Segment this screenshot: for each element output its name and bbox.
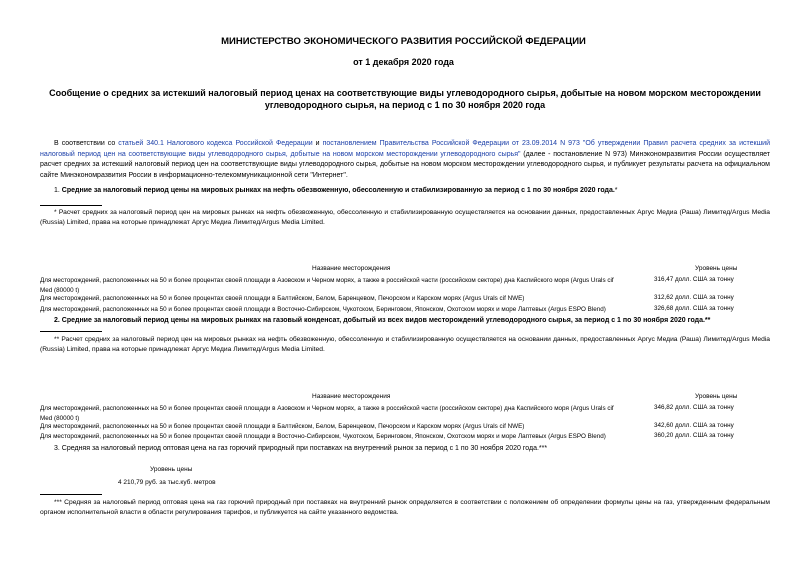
section3-heading: 3. Средняя за налоговый период оптовая цена на газ горючий природный при поставках на внутренний рынок за период с 1 по 30 ноября 2020 года.*** xyxy=(54,445,548,452)
section2-col-price-header: Уровень цены xyxy=(695,393,738,400)
footnote-divider-3 xyxy=(40,494,102,495)
table-row-name: Для месторождений, расположенных на 50 и более процентах своей площади в Балтийском, Белом, Баренцевом, Печорском и Карском морях (Argus Urals cif NWE) xyxy=(40,295,525,302)
section1-title: Средние за налоговый период цены на мировых рынках на нефть обезвоженную, обессоленную и стабилизированную за период с 1 по 30 ноября 2020 года. xyxy=(61,187,615,194)
table-row-price: 360,20 долл. США за тонну xyxy=(654,432,734,439)
intro-paragraph xyxy=(40,139,770,181)
section3-footnote: *** Средняя за налоговый период оптовая цена на газ горючий природный при поставках на внутренний рынок определяется в соответствии с положением об определении формулы цены на газ, утвержденным федеральным органом исполнительной власти в области регулирования тарифов, и публикуется на сайте указанного ведомства. xyxy=(40,499,770,516)
intro-and: и xyxy=(312,140,323,147)
section2-col-name-header: Название месторождения xyxy=(312,393,391,400)
section1-number: 1. xyxy=(54,187,62,194)
table-row-name: Для месторождений, расположенных на 50 и более процентах своей площади в Азовском и Черном морях, а также в российской части (российском секторе) дна Каспийского моря (Argus Urals cif Med (80000 t) xyxy=(40,277,614,294)
table-row-price: 312,62 долл. США за тонну xyxy=(654,294,734,301)
section1-col-name-header: Название месторождения xyxy=(312,265,391,272)
tax-code-link[interactable]: статьей 340.1 Налогового кодекса Российской Федерации xyxy=(118,140,313,147)
table-row-name: Для месторождений, расположенных на 50 и более процентах своей площади в Восточно-Сибирском, Чукотском, Беринговом, Японском, Охотском морях и море Лаптевых (Argus ESPO Blend) xyxy=(40,306,606,313)
section3-col-price-header: Уровень цены xyxy=(150,466,193,473)
table-row-price: 316,47 долл. США за тонну xyxy=(654,276,734,283)
section1-footnote-mark: * xyxy=(614,187,618,194)
section2-footnote: ** Расчет средних за налоговый период цен на мировых рынках на нефть обезвоженную, обессоленную и стабилизированную осуществляется на основании данных, предоставленных Аргус Медиа (Раша) Лимитед/Argus Media (Russia) Limited, права на которые принадлежат Аргус Медиа Лимитед/Argus Media Limited. xyxy=(40,336,770,353)
intro-prefix: В соответствии со xyxy=(54,140,119,147)
section1-footnote: * Расчет средних за налоговый период цен на мировых рынках на нефть обезвоженную, обессоленную и стабилизированную осуществляется на основании данных, предоставленных Аргус Медиа (Раша) Лимитед/Argus Media (Russia) Limited, права на которые принадлежат Аргус Медиа Лимитед/Argus Media Limited. xyxy=(40,209,770,226)
footnote-divider-2 xyxy=(40,331,102,332)
table-row-name: Для месторождений, расположенных на 50 и более процентах своей площади в Азовском и Черном морях, а также в российской части (российском секторе) дна Каспийского моря (Argus Urals cif Med (80000 t) xyxy=(40,405,614,422)
intro-rest: (далее - постановление N 973) Минэкономразвития России осуществляет расчет средних за истекший налоговый период цен на соответствующие виды углеводородного сырья, добытые на новом морском месторождении углеводородного сырья, и публикует результаты расчета на официальном сайте Минэкономразвития России в информационно-телекоммуникационной сети "Интернет". xyxy=(40,150,770,179)
table-row-price: 326,68 долл. США за тонну xyxy=(654,305,734,312)
footnote-divider-1 xyxy=(40,205,102,206)
section1-heading xyxy=(54,187,618,194)
table-row-name: Для месторождений, расположенных на 50 и более процентах своей площади в Восточно-Сибирском, Чукотском, Беринговом, Японском, Охотском морях и море Лаптевых (Argus ESPO Blend) xyxy=(40,433,606,440)
table-row-name: Для месторождений, расположенных на 50 и более процентах своей площади в Балтийском, Белом, Баренцевом, Печорском и Карском морях (Argus Urals cif NWE) xyxy=(40,423,525,430)
table-row-price: 342,60 долл. США за тонну xyxy=(654,422,734,429)
section2-heading: 2. Средние за налоговый период цены на мировых рынках на газовый конденсат, добытый из всех видов месторождений углеводородного сырья, за период с 1 по 30 ноября 2020 года.** xyxy=(54,317,711,324)
decree-973-link[interactable]: постановлением Правительства Российской Федерации от 23.09.2014 N 973 "Об утверждении Правил расчета средних за истекший налоговый период цен на соответствующие виды углеводородного сырья, добытые на новом морском месторождении углеводородного сырья" xyxy=(40,140,770,158)
ministry-name: МИНИСТЕРСТВО ЭКОНОМИЧЕСКОГО РАЗВИТИЯ РОССИЙСКОЙ ФЕДЕРАЦИИ xyxy=(221,36,586,47)
section3-gas-price: 4 210,79 руб. за тыс.куб. метров xyxy=(118,479,216,486)
document-date: от 1 декабря 2020 года xyxy=(353,57,454,67)
section1-col-price-header: Уровень цены xyxy=(695,265,738,272)
document-title: Сообщение о средних за истекший налоговый период ценах на соответствующие виды углеводородного сырья, добытые на новом морском месторождении углеводородного сырья, на период с 1 по 30 ноября 2020 года xyxy=(49,88,761,110)
table-row-price: 346,82 долл. США за тонну xyxy=(654,404,734,411)
